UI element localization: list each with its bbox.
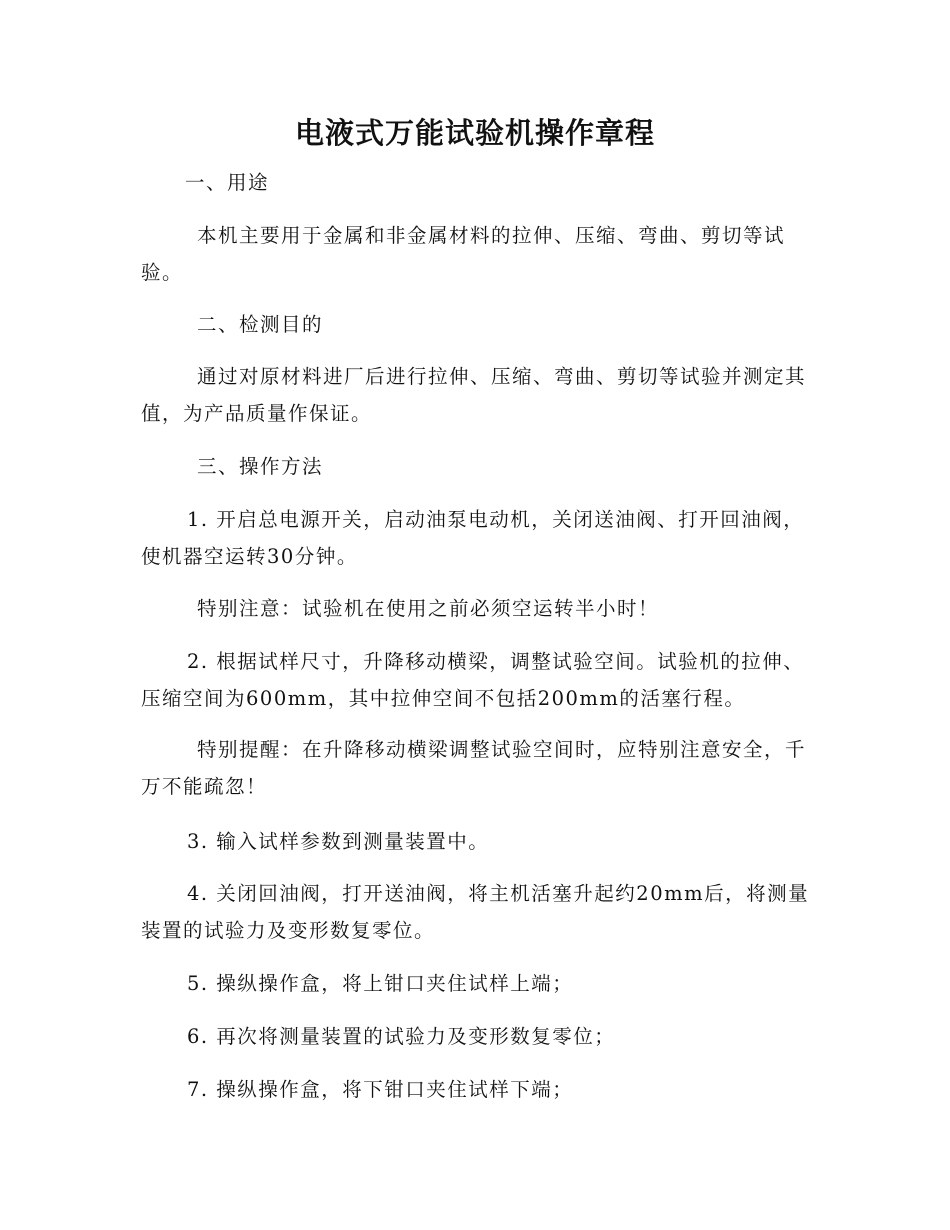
section-heading-objective: 二、检测目的 bbox=[197, 313, 324, 336]
note-reminder: 特别提醒：在升降移动横梁调整试验空间时，应特别注意安全，千万不能疏忽！ bbox=[141, 738, 807, 798]
document-title: 电液式万能试验机操作章程 bbox=[294, 116, 655, 150]
step-5: 5. 操纵操作盒，将上钳口夹住试样上端； bbox=[187, 972, 574, 995]
step-4: 4. 关闭回油阀，打开送油阀，将主机活塞升起约20mm后，将测量装置的试验力及变形数复零位。 bbox=[141, 882, 810, 942]
step-2: 2. 根据试样尺寸，升降移动横梁，调整试验空间。试验机的拉伸、压缩空间为600mm，其中拉伸空间不包括200mm的活塞行程。 bbox=[141, 650, 805, 710]
step-1: 1. 开启总电源开关，启动油泵电动机，关闭送油阀、打开回油阀，使机器空运转30分钟。 bbox=[141, 508, 805, 568]
step-7: 7. 操纵操作盒，将下钳口夹住试样下端； bbox=[187, 1078, 574, 1101]
paragraph-purpose: 本机主要用于金属和非金属材料的拉伸、压缩、弯曲、剪切等试验。 bbox=[141, 224, 786, 284]
step-6: 6. 再次将测量装置的试验力及变形数复零位； bbox=[187, 1025, 616, 1048]
section-heading-purpose: 一、用途 bbox=[185, 171, 270, 194]
section-heading-method: 三、操作方法 bbox=[197, 455, 324, 478]
paragraph-objective: 通过对原材料进厂后进行拉伸、压缩、弯曲、剪切等试验并测定其值，为产品质量作保证。 bbox=[141, 365, 807, 425]
step-3: 3. 输入试样参数到测量装置中。 bbox=[187, 830, 490, 853]
note-attention: 特别注意：试验机在使用之前必须空运转半小时！ bbox=[197, 597, 660, 620]
